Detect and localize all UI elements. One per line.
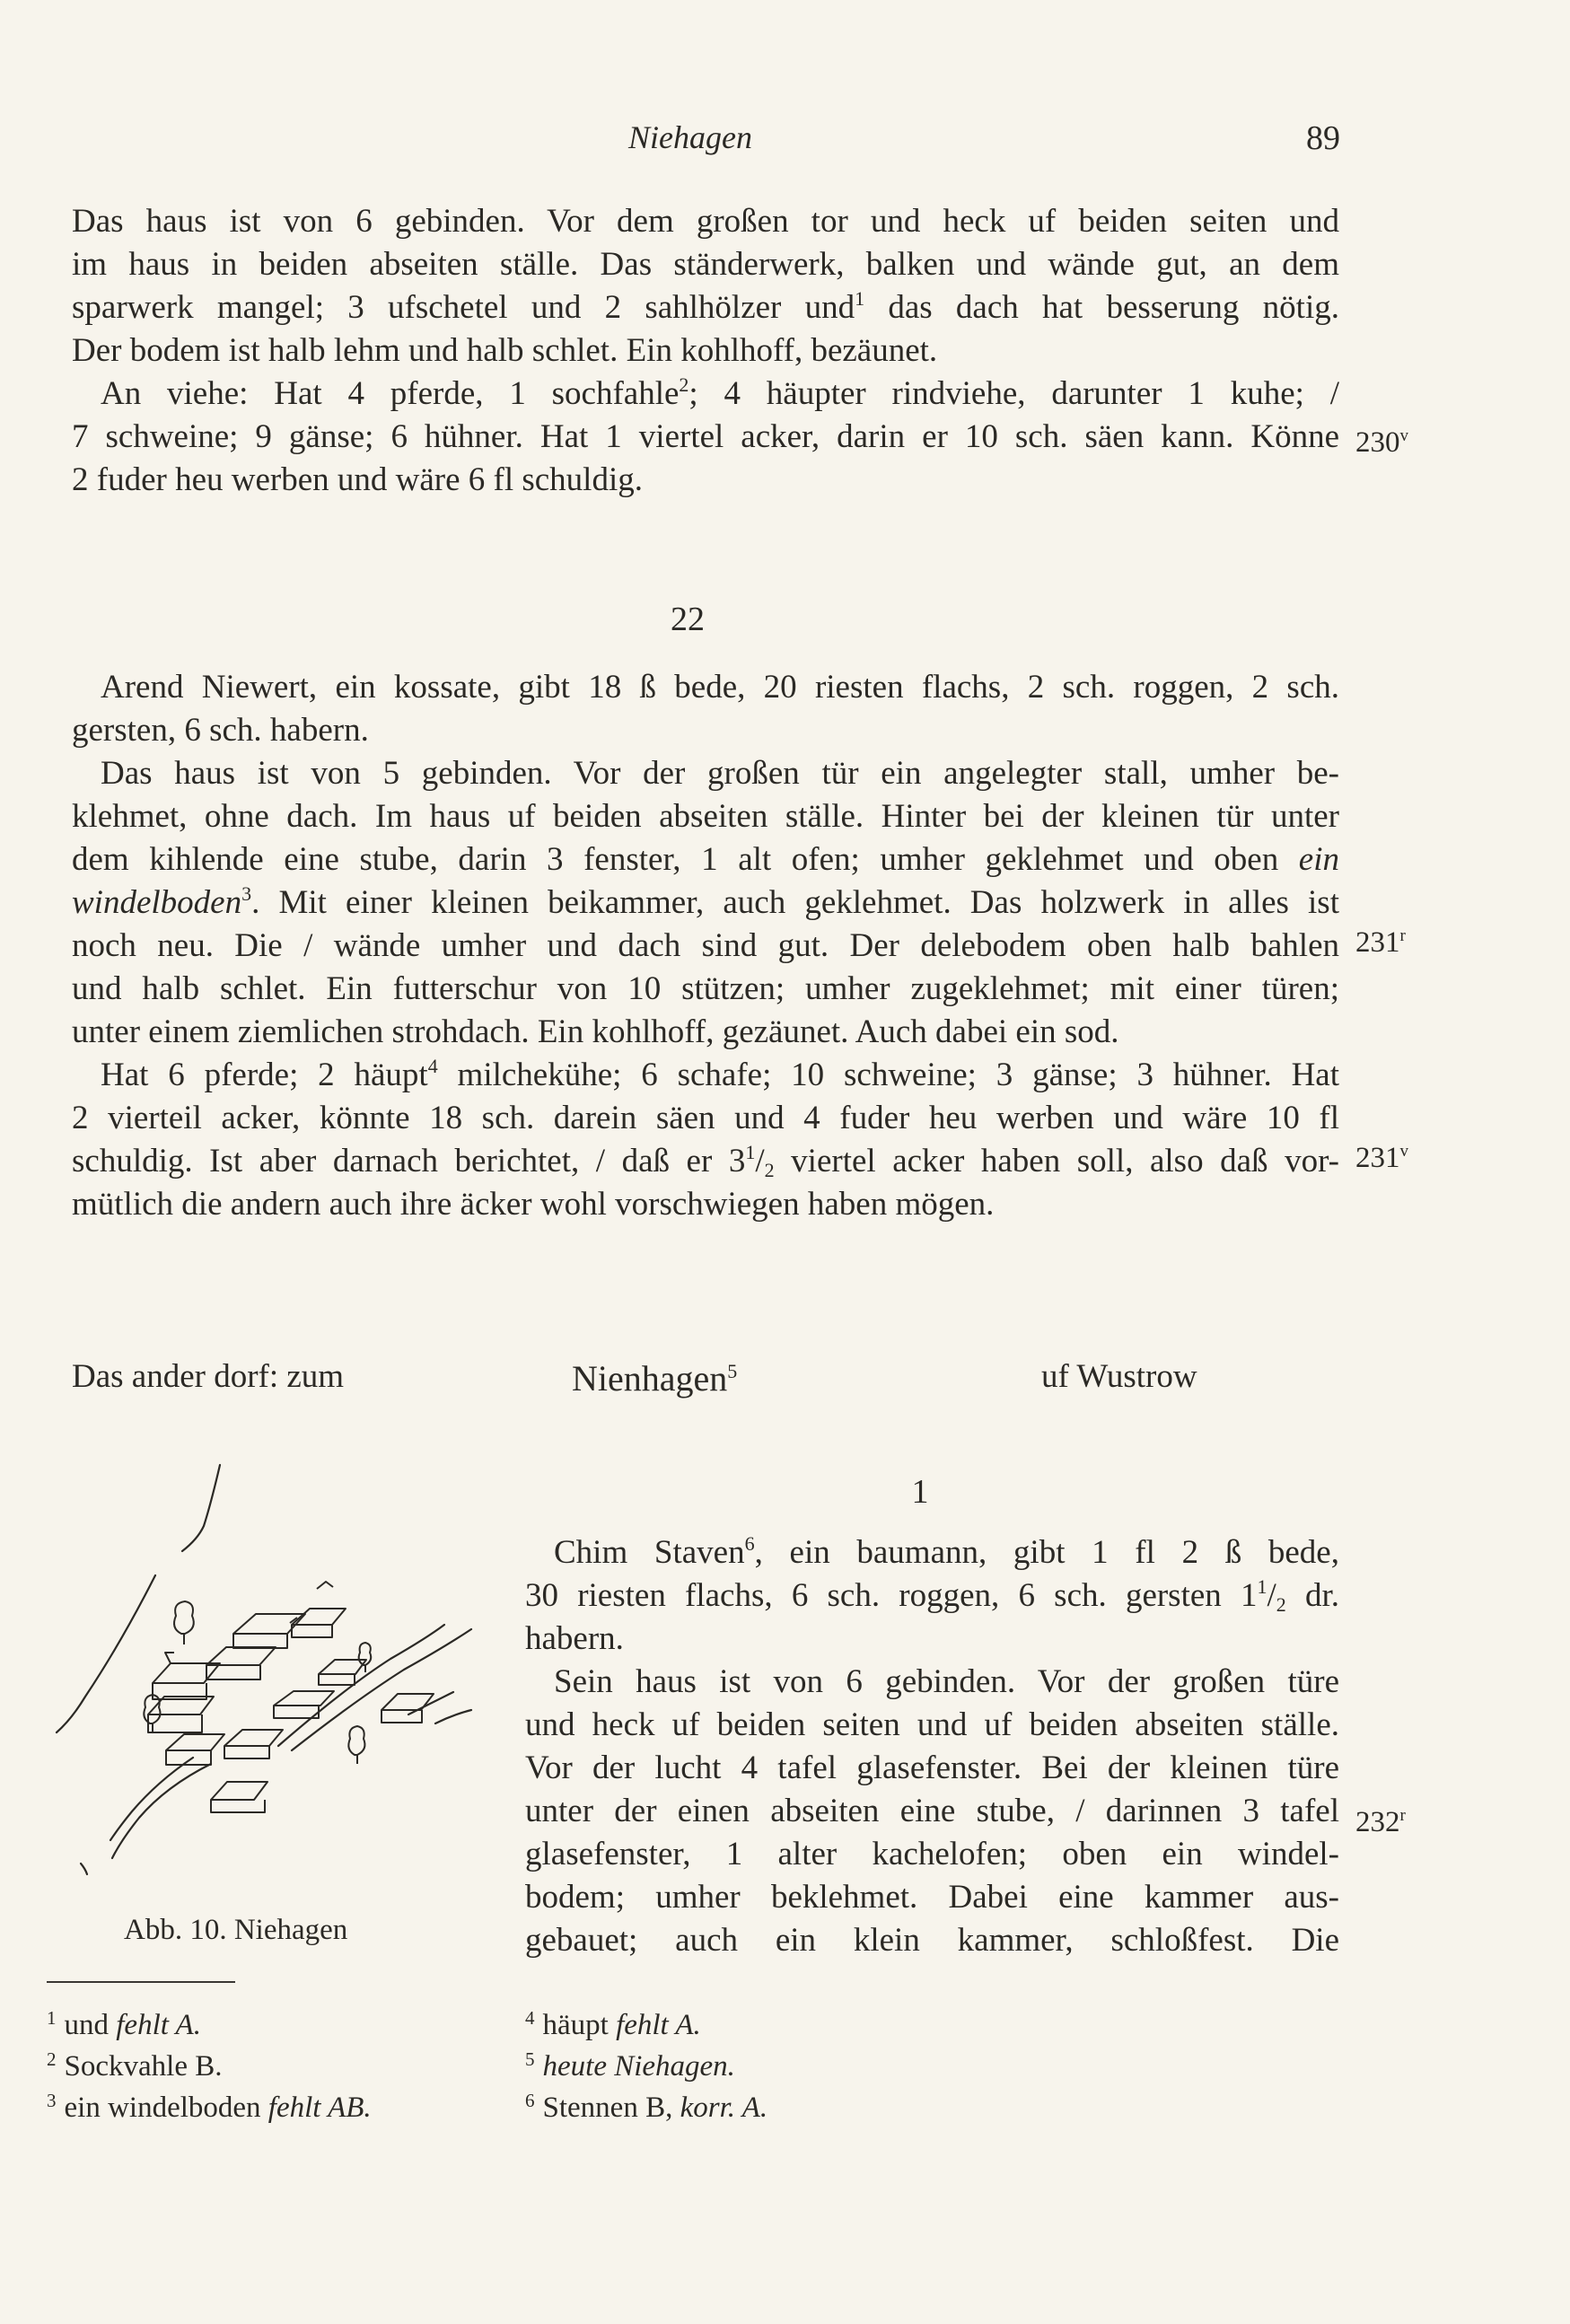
figure-caption: Abb. 10. Niehagen <box>124 1914 348 1946</box>
text-span: An viehe: Hat 4 pferde, 1 sochfahle <box>101 375 680 412</box>
text-line: bodem; umher beklehmet. Dabei eine kammer aus- <box>525 1879 1339 1916</box>
village-sketch <box>49 1454 507 1885</box>
text-span: . Mit einer kleinen beikammer, auch geklehmet. Das holzwerk in alles ist <box>251 884 1339 921</box>
text-line: schuldig. Ist aber darnach berichtet, / daß er $3^1/_2$ viertel acker haben soll, also daß vor- <box>72 1141 1339 1181</box>
text-line: Sein haus ist von 6 gebinden. Vor der großen türe <box>554 1663 1339 1700</box>
text-line: 30 riesten flachs, 6 sch. roggen, 6 sch. gersten $1^1/_2$ dr. <box>525 1575 1340 1616</box>
footnote <box>525 2048 767 2090</box>
footnote <box>525 2090 767 2131</box>
text-line <box>72 881 1339 925</box>
text-span: dem kihlende eine stube, darin 3 fenster, 1 alt ofen; umher geklehmet und oben <box>72 841 1299 878</box>
text-line: Arend Niewert, ein kossate, gibt 18 ß bede, 20 riesten flachs, 2 sch. roggen, 2 sch. <box>101 669 1339 706</box>
road-line <box>57 1575 155 1732</box>
text-span: dr. <box>1285 1577 1340 1614</box>
entry-1-text <box>525 1531 1339 1962</box>
footnote-text: Stennen B, <box>542 2092 680 2124</box>
road-line <box>408 1692 453 1714</box>
text-line: klehmet, ohne dach. Im haus uf beiden abseiten ställe. Hinter bei der kleinen tür unter <box>72 798 1339 835</box>
text-span: milchekühe; 6 schafe; 10 schweine; 3 gänse; 3 hühner. Hat <box>437 1057 1339 1093</box>
text-line <box>525 1531 1339 1574</box>
house <box>211 1782 268 1812</box>
footnote-marker: 3 <box>241 882 252 905</box>
footnote-number: 2 <box>47 2048 57 2070</box>
footnote-marker: 6 <box>744 1532 755 1555</box>
house <box>224 1730 283 1758</box>
text-line: gebauet; auch ein klein kammer, schloßfest. Die <box>525 1922 1339 1959</box>
text-span: , ein baumann, gibt 1 fl 2 ß bede, <box>754 1534 1339 1571</box>
fraction-denominator: 2 <box>1276 1593 1286 1616</box>
entry-number: 22 <box>671 601 705 638</box>
houses <box>148 1582 434 1812</box>
house <box>153 1653 220 1699</box>
text-line: im haus in beiden abseiten ställe. Das ständerwerk, balken und wände gut, an dem <box>72 246 1339 283</box>
text-line: und halb schlet. Ein futterschur von 10 stützen; umher zugeklehmet; mit einer türen; <box>72 970 1339 1007</box>
text-line: Das haus ist von 6 gebinden. Vor dem großen tor und heck uf beiden seiten und <box>72 203 1339 240</box>
road-line <box>112 1764 211 1858</box>
entry-number: 1 <box>911 1473 929 1511</box>
text-line: Vor der lucht 4 tafel glasefenster. Bei der kleinen türe <box>525 1750 1339 1786</box>
fraction-numerator: 1 <box>1257 1575 1267 1598</box>
house <box>274 1691 334 1718</box>
tree <box>348 1726 364 1764</box>
text-span: Hat 6 pferde; 2 häupt <box>101 1057 428 1093</box>
road-line <box>81 1864 87 1874</box>
footnote-number: 5 <box>525 2048 535 2070</box>
footnote-marker: 2 <box>679 373 689 396</box>
folio-side: r <box>1399 1806 1406 1825</box>
italic-text: windelboden <box>72 884 242 921</box>
text-line: Der bodem ist halb lehm und halb schlet. Ein kohlhoff, bezäunet. <box>72 332 938 369</box>
text-span: das dach hat besserung nötig. <box>864 289 1339 326</box>
text-line: noch neu. Die / wände umher und dach sind gut. Der delebodem oben halb bahlen <box>72 927 1339 964</box>
chimney <box>290 1582 333 1623</box>
footnote-marker: 5 <box>727 1360 738 1382</box>
folio-reference <box>1355 426 1408 460</box>
footnote-italic: fehlt A. <box>616 2009 701 2041</box>
footnote <box>47 2090 372 2131</box>
folio-number: 231 <box>1355 926 1400 959</box>
text-line <box>72 1054 1339 1097</box>
footnote-text: ein windelboden <box>64 2092 268 2124</box>
italic-text: ein <box>1298 841 1339 878</box>
text-line: habern. <box>525 1620 624 1657</box>
footnote-number: 3 <box>47 2090 57 2111</box>
text-line <box>72 838 1339 881</box>
entry-22-text <box>72 666 1339 1226</box>
folio-number: 231 <box>1355 1142 1400 1174</box>
text-line: Das haus ist von 5 gebinden. Vor der großen tür ein angelegter stall, umher be- <box>101 755 1339 792</box>
footnote <box>47 2007 372 2048</box>
text-line: 7 schweine; 9 gänse; 6 hühner. Hat 1 viertel acker, darin er 10 sch. säen kann. Könne <box>72 418 1339 455</box>
footnote-italic: fehlt A. <box>116 2009 201 2041</box>
village-heading-right: uf Wustrow <box>1041 1358 1197 1395</box>
text-span: schuldig. Ist aber darnach berichtet, / daß er 3 <box>72 1143 746 1180</box>
village-heading <box>0 1357 1570 1402</box>
road-line <box>292 1629 471 1750</box>
text-span: 30 riesten flachs, 6 sch. roggen, 6 sch. gersten 1 <box>525 1577 1258 1614</box>
folio-side: v <box>1399 1142 1408 1161</box>
house <box>292 1609 346 1637</box>
footnotes-left <box>47 2007 372 2131</box>
entry-21-text <box>72 200 1339 502</box>
folio-number: 232 <box>1355 1806 1400 1838</box>
text-line: glasefenster, 1 alter kachelofen; oben ein windel- <box>525 1836 1339 1872</box>
footnotes-right <box>525 2007 767 2131</box>
folio-reference <box>1355 926 1406 960</box>
text-line: unter einem ziemlichen strohdach. Ein kohlhoff, gezäunet. Auch dabei ein sod. <box>72 1013 1119 1050</box>
running-title: Niehagen <box>628 119 752 155</box>
footnote-italic: fehlt AB. <box>268 2092 372 2124</box>
village-name: Nienhagen <box>572 1358 728 1399</box>
footnote-text: und <box>64 2009 117 2041</box>
text-span: ; 4 häupter rindviehe, darunter 1 kuhe; / <box>689 375 1339 412</box>
footnote-italic: heute Niehagen. <box>542 2050 735 2083</box>
running-head <box>0 118 1570 163</box>
house <box>148 1697 214 1732</box>
village-heading-name <box>572 1357 737 1399</box>
text-line: unter der einen abseiten eine stube, / darinnen 3 tafel <box>525 1793 1339 1829</box>
footnote-number: 4 <box>525 2007 535 2029</box>
footnote-number: 1 <box>47 2007 57 2029</box>
text-span: sparwerk mangel; 3 ufschetel und 2 sahlhölzer und <box>72 289 855 326</box>
footnote-marker: 1 <box>855 287 865 310</box>
road-line <box>182 1465 220 1551</box>
footnote-marker: 4 <box>427 1055 438 1077</box>
village-sketch-figure <box>49 1454 507 1885</box>
footnote-number: 6 <box>525 2090 535 2111</box>
fraction-denominator: 2 <box>764 1159 775 1181</box>
folio-reference <box>1355 1806 1406 1839</box>
folio-side: r <box>1399 926 1406 945</box>
footnote-text: häupt <box>542 2009 617 2041</box>
village-heading-left: Das ander dorf: zum <box>72 1358 345 1395</box>
folio-side: v <box>1399 426 1408 445</box>
folio-number: 230 <box>1355 426 1400 459</box>
folio-reference <box>1355 1142 1408 1175</box>
text-line: gersten, 6 sch. habern. <box>72 712 369 749</box>
house <box>382 1694 434 1723</box>
road-line <box>435 1710 471 1723</box>
fraction-numerator: 1 <box>745 1141 756 1163</box>
text-span: viertel acker haben soll, also daß vor- <box>774 1143 1339 1180</box>
text-line: 2 fuder heu werben und wäre 6 fl schuldig. <box>72 461 643 498</box>
text-line: 2 vierteil acker, könnte 18 sch. darein säen und 4 fuder heu werben und wäre 10 fl <box>72 1100 1339 1136</box>
house <box>166 1734 224 1765</box>
tree <box>174 1601 194 1644</box>
footnote <box>525 2007 767 2048</box>
footnote-italic: korr. A. <box>680 2092 768 2124</box>
road-line <box>110 1758 193 1840</box>
footnote <box>47 2048 372 2090</box>
footnote-text: Sockvahle B. <box>64 2050 223 2083</box>
text-line: und heck uf beiden seiten und uf beiden abseiten ställe. <box>525 1706 1339 1743</box>
page-number: 89 <box>1306 119 1340 157</box>
footnote-rule <box>47 1981 235 1983</box>
text-line <box>72 286 1339 329</box>
text-line <box>72 373 1339 416</box>
text-span: Chim Staven <box>554 1534 745 1571</box>
text-line: mütlich die andern auch ihre äcker wohl vorschwiegen haben mögen. <box>72 1186 995 1223</box>
